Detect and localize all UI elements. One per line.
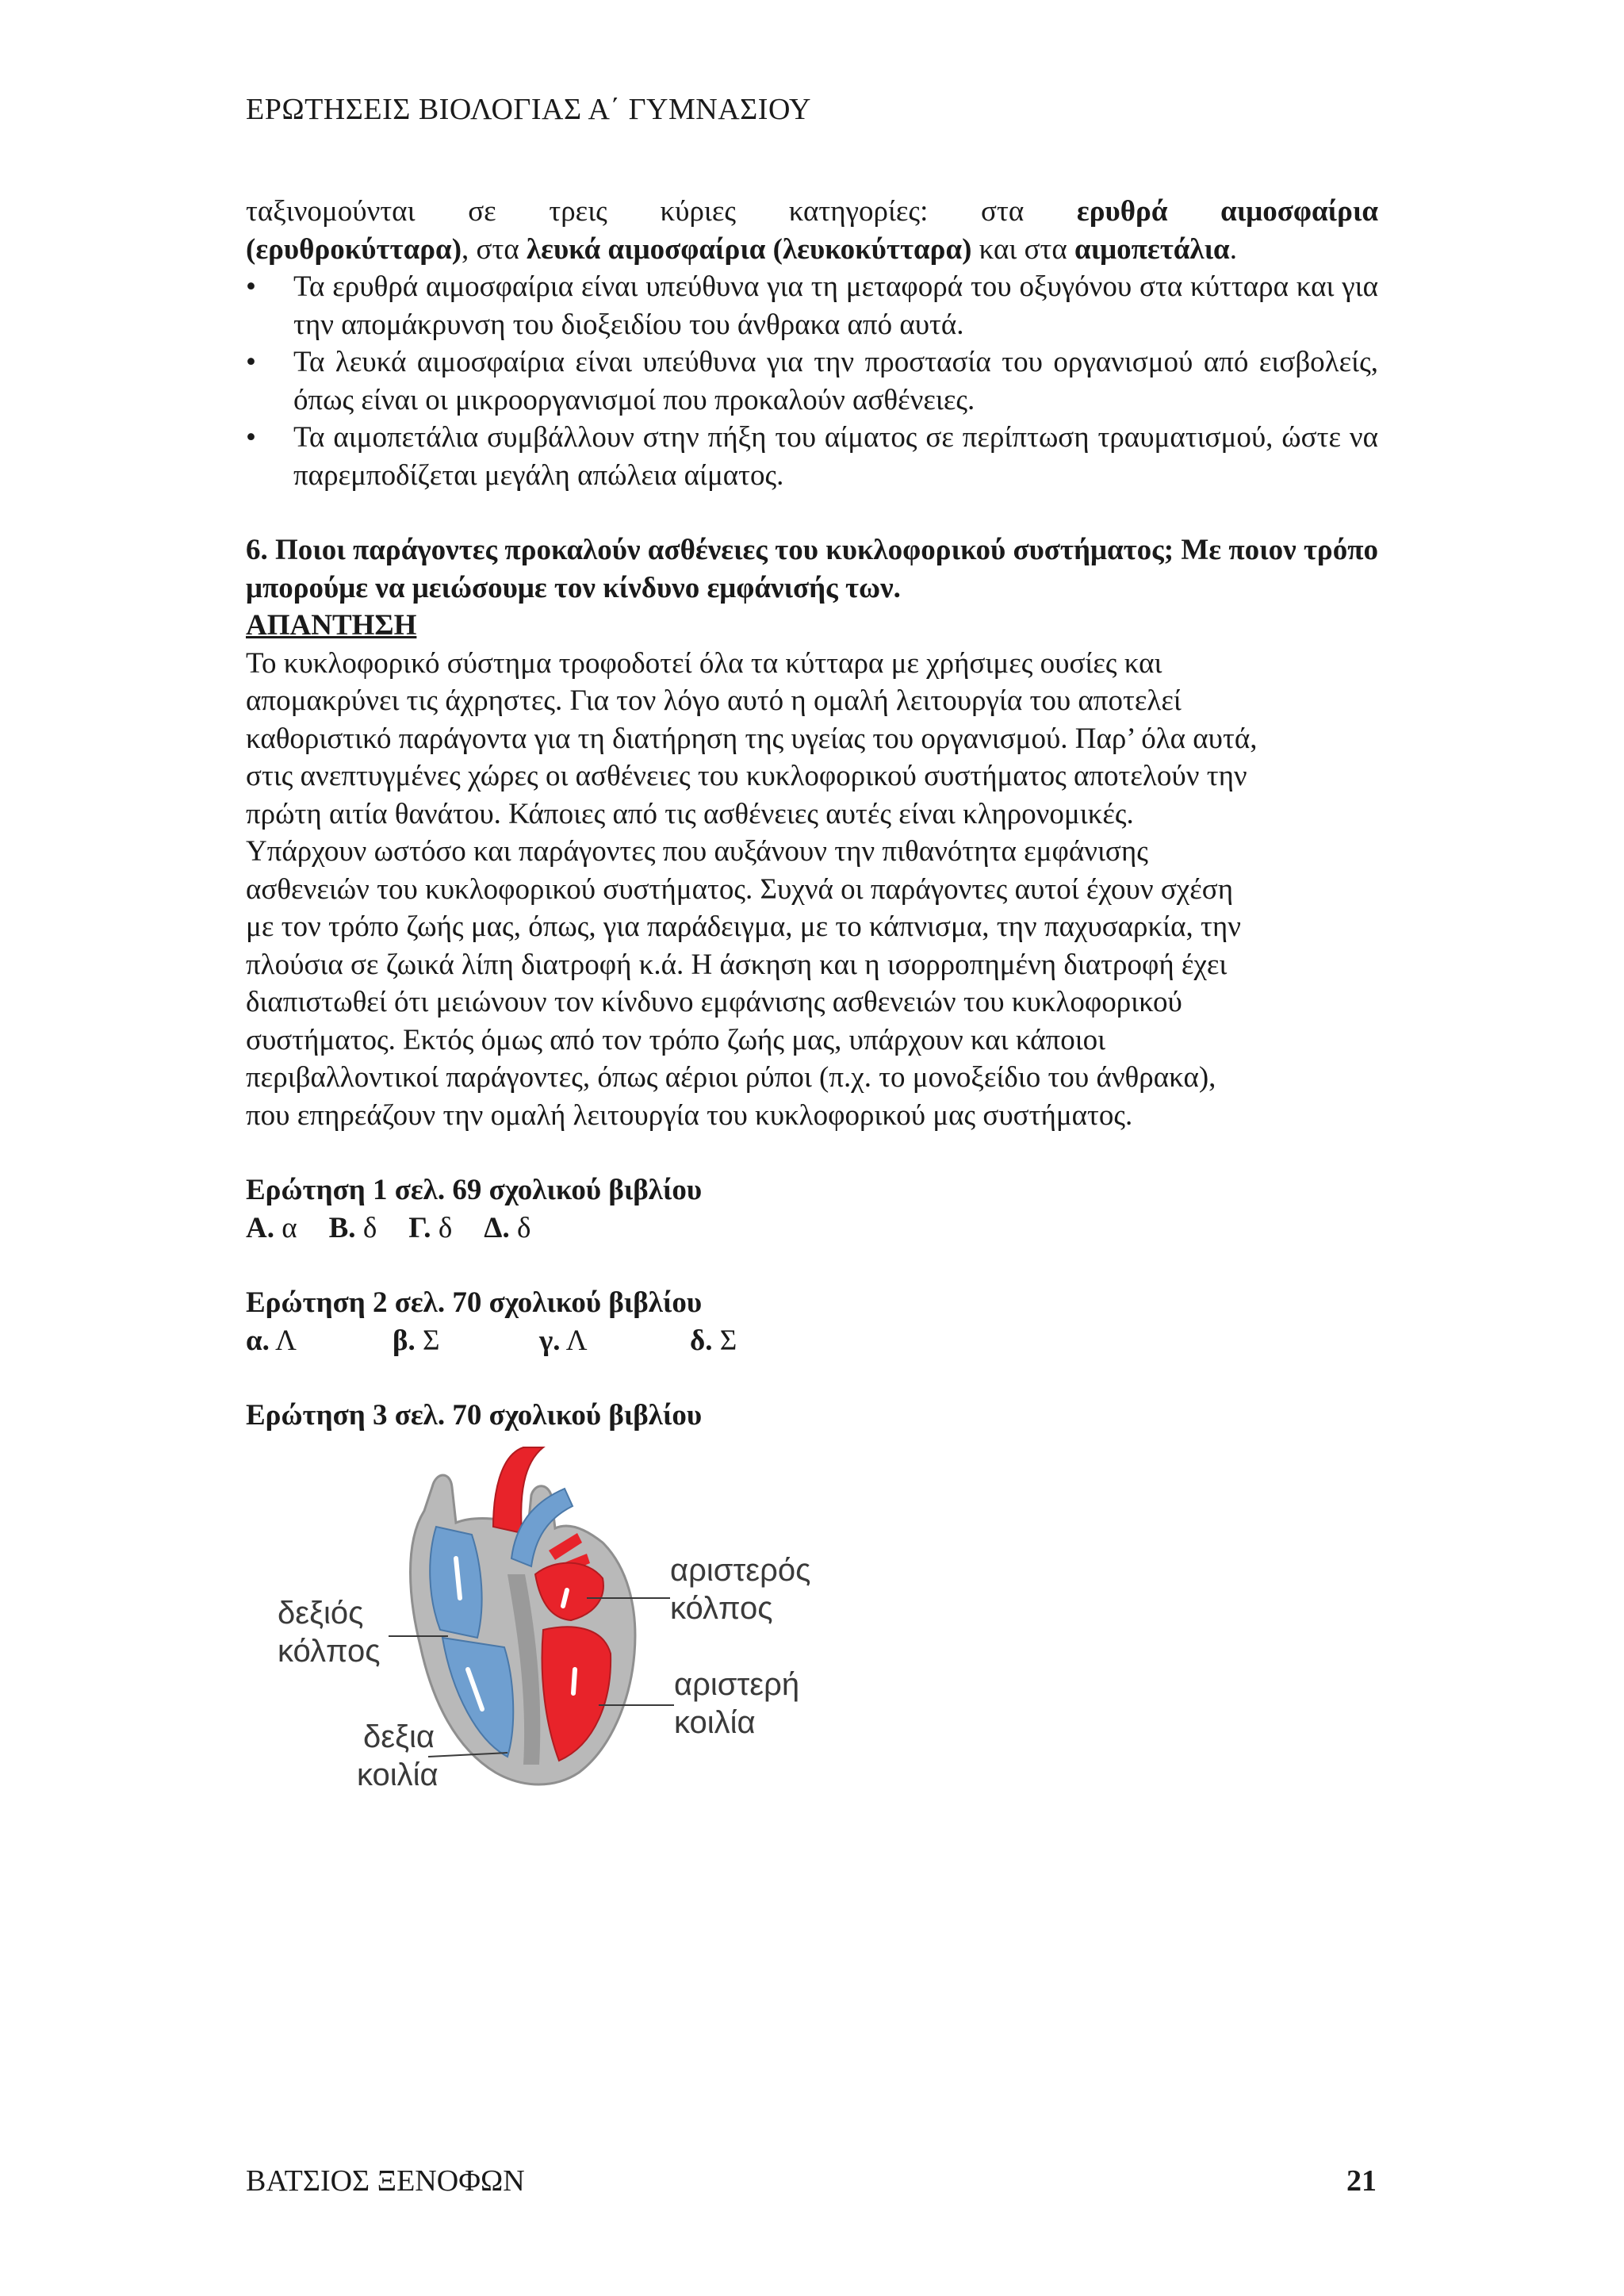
answer-line: περιβαλλοντικοί παράγοντες, όπως αέριοι ρύποι (π.χ. το μονοξείδιο του άνθρακα), [246, 1061, 1216, 1094]
answer-line: πρώτη αιτία θανάτου. Κάποιες από τις ασθένειες αυτές είναι κληρονομικές. [246, 797, 1134, 830]
answer-line: στις ανεπτυγμένες χώρες οι ασθένειες του κυκλοφορικού συστήματος αποτελούν την [246, 760, 1247, 792]
bullet-item [246, 343, 1378, 419]
answer-value: δ [362, 1211, 377, 1244]
answer-line: Το κυκλοφορικό σύστημα τροφοδοτεί όλα τα κύτταρα με χρήσιμες ουσίες και [246, 646, 1162, 680]
answer-line: Υπάρχουν ωστόσο και παράγοντες που αυξάνουν την πιθανότητα εμφάνισης [246, 835, 1148, 868]
exercise-2-title: Ερώτηση 2 σελ. 70 σχολικού βιβλίου [246, 1286, 703, 1319]
answer-label: β. [393, 1324, 416, 1357]
answer-heading: ΑΠΑΝΤΗΣΗ [246, 609, 417, 642]
answer-text [246, 645, 1378, 1135]
label-left-atrium-2: κόλπος [670, 1591, 773, 1626]
answer-line: πλούσια σε ζωικά λίπη διατροφή κ.ά. Η άσκηση και η ισορροπημένη διατροφή έχει [246, 948, 1228, 981]
answer-label: Α. [246, 1211, 274, 1244]
intro-line-1 [246, 193, 1378, 231]
intro-line-2: (ερυθροκύτταρα), στα λευκά αιμοσφαίρια (λευκοκύτταρα) και στα αιμοπετάλια. [246, 232, 1237, 266]
bullet-icon: • [246, 421, 256, 454]
label-right-ventricle-2: κοιλία [357, 1757, 439, 1792]
answer-label: Δ. [484, 1211, 510, 1244]
answer-label: Γ. [408, 1211, 431, 1244]
answer-line: απομακρύνει τις άχρηστες. Για τον λόγο αυτό η ομαλή λειτουργία του αποτελεί [246, 684, 1182, 717]
intro-text: ταξινομούνται σε τρεις κύριες κατηγορίες: στα [246, 195, 1025, 228]
answer-line: ασθενειών του κυκλοφορικού συστήματος. Συχνά οι παράγοντες αυτοί έχουν σχέση [246, 872, 1234, 906]
page-header: ΕΡΩΤΗΣΕΙΣ ΒΙΟΛΟΓΙΑΣ Α΄ ΓΥΜΝΑΣΙΟΥ [246, 93, 811, 126]
answer-line: με τον τρόπο ζωής μας, όπως, για παράδειγμα, με το κάπνισμα, την παχυσαρκία, την [246, 910, 1241, 943]
red-cells-term: ερυθρά αιμοσφαίρια [1076, 195, 1379, 228]
page-content [246, 193, 1378, 1435]
bullet-text: Τα αιμοπετάλια συμβάλλουν στην πήξη του αίματος σε περίπτωση τραυματισμού, ώστε να παρεμποδίζεται μεγάλη απώλεια αίματος. [293, 421, 1378, 492]
answer-label: γ. [539, 1324, 561, 1357]
label-left-atrium-1: αριστερός [670, 1553, 811, 1588]
bullet-text: Τα ερυθρά αιμοσφαίρια είναι υπεύθυνα για τη μεταφορά του οξυγόνου στα κύτταρα και για την απομάκρυνση του διοξειδίου του άνθρακα από αυτά. [293, 270, 1378, 341]
label-right-ventricle-1: δεξια [363, 1719, 435, 1754]
answer-line: που επηρεάζουν την ομαλή λειτουργία του κυκλοφορικού μας συστήματος. [246, 1098, 1133, 1132]
exercise-1-answers [246, 1209, 1378, 1248]
question-6-title: 6. Ποιοι παράγοντες προκαλούν ασθένειες του κυκλοφορικού συστήματος; Με ποιον τρόπο μπορούμε να μειώσουμε τον κίνδυνο εμφάνισής των. [246, 534, 1378, 604]
white-cells-term: λευκά αιμοσφαίρια (λευκοκύτταρα) [526, 232, 972, 266]
answer-label: Β. [328, 1211, 356, 1244]
exercise-1-title: Ερώτηση 1 σελ. 69 σχολικού βιβλίου [246, 1174, 703, 1206]
answer-value: Σ [719, 1324, 737, 1357]
answer-line: διαπιστωθεί ότι μειώνουν τον κίνδυνο εμφάνισης ασθενειών του κυκλοφορικού [246, 986, 1182, 1018]
label-right-atrium-1: δεξιός [278, 1596, 364, 1631]
answer-label: α. [246, 1324, 270, 1357]
label-right-atrium-2: κόλπος [278, 1634, 381, 1669]
footer-author: ΒΑΤΣΙΟΣ ΞΕΝΟΦΩΝ [246, 2164, 525, 2198]
platelets-term: αιμοπετάλια [1074, 232, 1230, 266]
answer-label: δ. [690, 1324, 713, 1357]
heart-diagram [270, 1439, 872, 1820]
bullet-item [246, 419, 1378, 494]
answer-value: δ [438, 1211, 453, 1244]
erythrocytes-term: (ερυθροκύτταρα) [246, 232, 462, 266]
label-left-ventricle-2: κοιλία [674, 1705, 756, 1740]
answer-line: συστήματος. Εκτός όμως από τον τρόπο ζωής μας, υπάρχουν και κάποιοι [246, 1023, 1106, 1056]
bullet-text: Τα λευκά αιμοσφαίρια είναι υπεύθυνα για την προστασία του οργανισμού από εισβολείς, όπως είναι οι μικροοργανισμοί που προκαλούν ασθένειες. [293, 346, 1378, 416]
exercise-2-answers [246, 1322, 1378, 1360]
label-left-ventricle-1: αριστερή [674, 1667, 800, 1702]
bullet-icon: • [246, 346, 256, 378]
answer-value: Λ [565, 1324, 588, 1357]
answer-value: α [282, 1211, 297, 1244]
bullet-icon: • [246, 270, 256, 303]
answer-value: δ [516, 1211, 531, 1244]
page-number: 21 [1346, 2164, 1377, 2198]
flow-arrow [573, 1669, 575, 1693]
answer-line: καθοριστικό παράγοντα για τη διατήρηση της υγείας του οργανισμού. Παρ’ όλα αυτά, [246, 722, 1258, 755]
right-atrium [430, 1527, 481, 1638]
answer-value: Λ [275, 1324, 297, 1357]
answer-value: Σ [423, 1324, 440, 1357]
bullet-item [246, 268, 1378, 343]
exercise-3-title: Ερώτηση 3 σελ. 70 σχολικού βιβλίου [246, 1399, 703, 1432]
